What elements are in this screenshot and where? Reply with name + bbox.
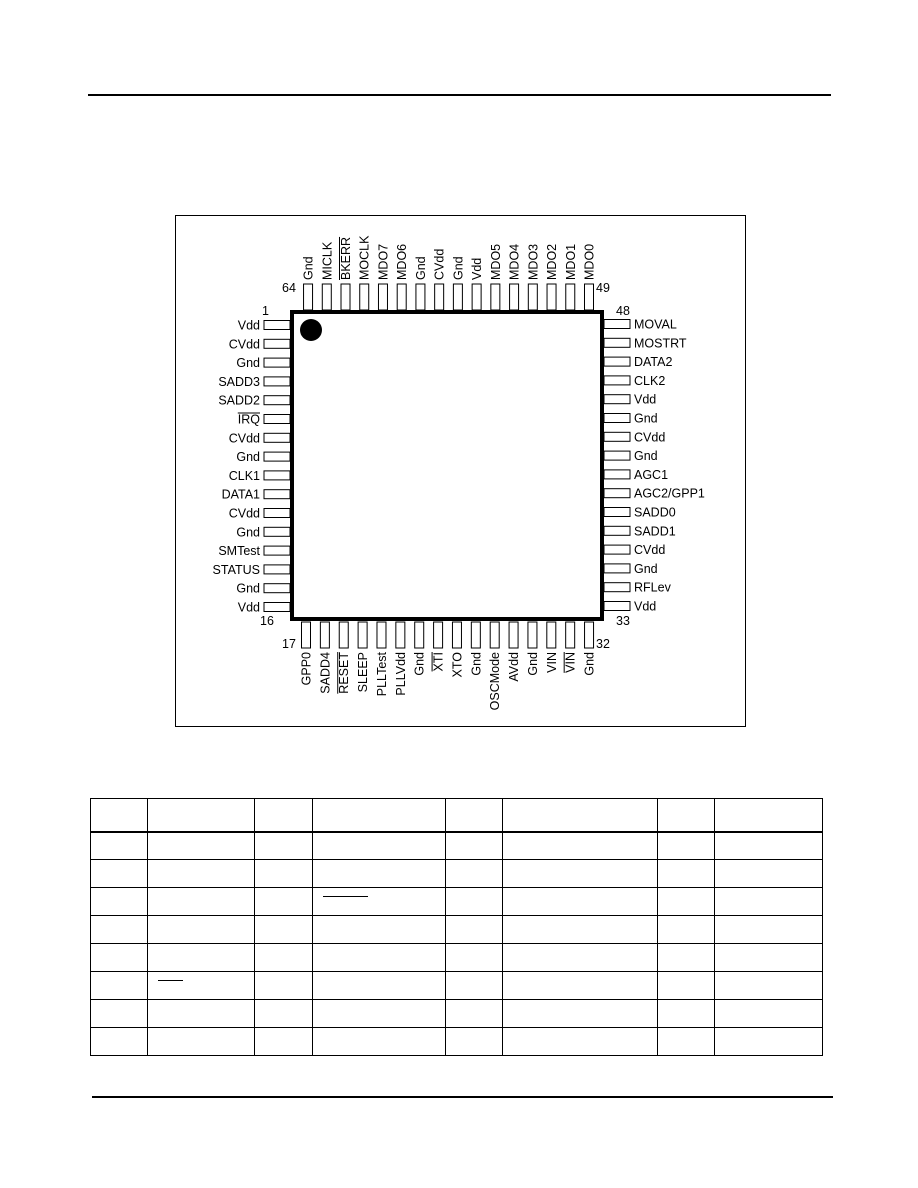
table-cell	[715, 1028, 823, 1056]
pin-26-lead	[471, 622, 480, 648]
pin-41-lead	[604, 451, 630, 460]
pin-61-lead	[360, 284, 369, 310]
pin-18-label: SADD4	[318, 652, 333, 694]
pin-29-label: Gnd	[525, 652, 540, 676]
table-row	[91, 860, 823, 888]
table-cell	[715, 888, 823, 916]
pin-40-lead	[604, 470, 630, 479]
table-cell	[658, 1000, 715, 1028]
pin-59-lead	[397, 284, 406, 310]
pin-number-33: 33	[616, 614, 630, 628]
pin-5-lead	[264, 396, 290, 405]
pin-29-lead	[528, 622, 537, 648]
pin1-marker-dot	[300, 319, 322, 341]
pin-4-label: SADD3	[218, 374, 260, 389]
pin-24-label: XTI	[431, 652, 446, 672]
table-cell	[715, 972, 823, 1000]
table-cell	[715, 860, 823, 888]
table-cell	[148, 972, 255, 1000]
pin-23-label: Gnd	[412, 652, 427, 676]
pin-44-lead	[604, 395, 630, 404]
table-cell	[446, 972, 503, 1000]
pin-53-label: MDO4	[507, 243, 522, 280]
pin-1-lead	[264, 321, 290, 330]
pin-55-label: Vdd	[470, 257, 485, 280]
table-cell	[503, 972, 658, 1000]
pin-20-lead	[358, 622, 367, 648]
pin-52-lead	[528, 284, 537, 310]
pin-62-label: BKERR	[339, 236, 354, 280]
pinout-diagram-frame	[175, 215, 746, 727]
pin-48-lead	[604, 320, 630, 329]
pin-44-label: Vdd	[634, 392, 657, 407]
pin-39-lead	[604, 489, 630, 498]
table-cell	[91, 860, 148, 888]
pin-19-lead	[339, 622, 348, 648]
pin-15-label: Gnd	[236, 581, 260, 596]
table-cell	[503, 1000, 658, 1028]
table-cell	[446, 944, 503, 972]
table-row	[91, 916, 823, 944]
pin-28-lead	[509, 622, 518, 648]
pin-62-lead	[341, 284, 350, 310]
pin-57-lead	[435, 284, 444, 310]
pin-2-label: CVdd	[228, 337, 260, 352]
table-cell	[503, 888, 658, 916]
pin-32-label: Gnd	[582, 652, 597, 676]
pin-number-1: 1	[262, 304, 269, 318]
table-cell	[446, 1028, 503, 1056]
table-cell	[313, 832, 446, 860]
table-cell	[255, 832, 313, 860]
table-cell	[313, 972, 446, 1000]
pin-25-label: XTO	[450, 652, 465, 678]
table-cell	[658, 972, 715, 1000]
pin-40-label: AGC1	[634, 467, 669, 482]
table-cell	[658, 860, 715, 888]
pin-36-label: CVdd	[634, 543, 666, 558]
table-cell	[148, 799, 255, 832]
pin-number-49: 49	[596, 281, 610, 295]
pin-51-lead	[547, 284, 556, 310]
chip-body	[292, 312, 602, 619]
pin-37-lead	[604, 526, 630, 535]
pin-17-label: GPP0	[299, 652, 314, 686]
pin-38-lead	[604, 508, 630, 517]
table-row	[91, 1000, 823, 1028]
pin-27-label: OSCMode	[488, 652, 503, 711]
pin-58-lead	[416, 284, 425, 310]
pin-6-label: IRQ	[237, 412, 260, 427]
table-cell	[148, 832, 255, 860]
pin-48-label: MOVAL	[634, 317, 677, 332]
table-cell	[148, 860, 255, 888]
pin-number-32: 32	[596, 637, 610, 651]
pin-6-lead	[264, 415, 290, 424]
table-cell	[446, 860, 503, 888]
pin-30-lead	[547, 622, 556, 648]
table-row	[91, 832, 823, 860]
pin-23-lead	[415, 622, 424, 648]
pin-number-64: 64	[282, 281, 296, 295]
table-cell	[91, 1000, 148, 1028]
pin-45-label: CLK2	[634, 373, 666, 388]
pin-42-lead	[604, 432, 630, 441]
pin-14-label: STATUS	[212, 562, 260, 577]
pin-19-label: RESET	[337, 652, 352, 694]
table-cell	[446, 916, 503, 944]
pin-16-lead	[264, 603, 290, 612]
pin-54-label: MDO5	[488, 243, 503, 280]
pin-33-label: Vdd	[634, 599, 657, 614]
pin-21-label: PLLTest	[374, 652, 389, 697]
table-cell	[255, 1000, 313, 1028]
pin-63-lead	[322, 284, 331, 310]
table-cell	[715, 916, 823, 944]
pin-7-label: CVdd	[228, 431, 260, 446]
pin-16-label: Vdd	[237, 600, 260, 615]
pin-12-label: Gnd	[236, 525, 260, 540]
table-cell	[91, 832, 148, 860]
pin-64-lead	[304, 284, 313, 310]
pin-5-label: SADD2	[218, 393, 260, 408]
pin-53-lead	[510, 284, 519, 310]
table-cell	[503, 832, 658, 860]
table-row	[91, 888, 823, 916]
pin-10-label: DATA1	[221, 487, 260, 502]
table-cell	[255, 799, 313, 832]
pin-number-48: 48	[616, 304, 630, 318]
pin-52-label: MDO3	[526, 243, 541, 280]
pin-35-label: Gnd	[634, 561, 658, 576]
pin-31-lead	[566, 622, 575, 648]
pin-42-label: CVdd	[634, 430, 666, 445]
table-cell	[148, 1000, 255, 1028]
pin-3-lead	[264, 358, 290, 367]
pin-36-lead	[604, 545, 630, 554]
table-cell	[503, 799, 658, 832]
table-cell	[255, 972, 313, 1000]
table-row	[91, 944, 823, 972]
top-rule	[88, 94, 831, 96]
pin-33-lead	[604, 602, 630, 611]
table-cell	[658, 944, 715, 972]
pin-43-lead	[604, 414, 630, 423]
table-cell	[503, 1028, 658, 1056]
pin-14-lead	[264, 565, 290, 574]
pin-1-label: Vdd	[237, 318, 260, 333]
table-cell	[715, 832, 823, 860]
table-cell	[148, 916, 255, 944]
table-cell	[313, 944, 446, 972]
table-cell	[91, 1028, 148, 1056]
pin-17-lead	[302, 622, 311, 648]
table-cell	[715, 799, 823, 832]
pin-21-lead	[377, 622, 386, 648]
pin-46-label: DATA2	[634, 355, 673, 370]
pin-22-label: PLLVdd	[393, 652, 408, 696]
table-cell	[91, 944, 148, 972]
pin-32-lead	[585, 622, 594, 648]
pin-49-lead	[585, 284, 594, 310]
pin-57-label: CVdd	[432, 248, 447, 280]
table-cell	[658, 888, 715, 916]
pin-8-label: Gnd	[236, 450, 260, 465]
pin-8-lead	[264, 452, 290, 461]
table-cell	[503, 944, 658, 972]
overline-mark	[323, 896, 368, 897]
pin-61-label: MOCLK	[357, 235, 372, 280]
table-cell	[255, 860, 313, 888]
pin-43-label: Gnd	[634, 411, 658, 426]
pin-51-label: MDO2	[545, 243, 560, 280]
table-cell	[446, 832, 503, 860]
table-cell	[658, 916, 715, 944]
table-cell	[658, 799, 715, 832]
pin-60-label: MDO7	[376, 243, 391, 280]
table-cell	[446, 799, 503, 832]
pin-26-label: Gnd	[469, 652, 484, 676]
pin-64-label: Gnd	[301, 256, 316, 280]
pin-60-lead	[378, 284, 387, 310]
table-cell	[313, 1000, 446, 1028]
table-cell	[313, 1028, 446, 1056]
table-cell	[715, 1000, 823, 1028]
pinout-diagram	[176, 216, 745, 726]
pin-22-lead	[396, 622, 405, 648]
table-header-row	[91, 799, 823, 832]
pin-50-label: MDO1	[563, 243, 578, 280]
pin-4-lead	[264, 377, 290, 386]
pin-41-label: Gnd	[634, 449, 658, 464]
pin-3-label: Gnd	[236, 356, 260, 371]
pin-46-lead	[604, 357, 630, 366]
table-cell	[255, 888, 313, 916]
pin-number-17: 17	[282, 637, 296, 651]
pin-10-lead	[264, 490, 290, 499]
table-cell	[446, 1000, 503, 1028]
pin-63-label: MICLK	[320, 241, 335, 280]
pin-11-lead	[264, 509, 290, 518]
table-cell	[313, 799, 446, 832]
overline-mark	[158, 980, 183, 981]
pin-59-label: MDO6	[395, 243, 410, 280]
table-cell	[255, 1028, 313, 1056]
bottom-rule	[92, 1096, 833, 1098]
pin-47-lead	[604, 338, 630, 347]
table-cell	[313, 860, 446, 888]
pin-7-lead	[264, 433, 290, 442]
pin-50-lead	[566, 284, 575, 310]
table-cell	[148, 944, 255, 972]
pin-31-label: VIN	[563, 652, 578, 673]
table-cell	[255, 916, 313, 944]
table-cell	[715, 944, 823, 972]
pin-54-lead	[491, 284, 500, 310]
pin-27-lead	[490, 622, 499, 648]
table-cell	[91, 972, 148, 1000]
pin-15-lead	[264, 584, 290, 593]
table-cell	[658, 1028, 715, 1056]
table-cell	[658, 832, 715, 860]
pin-38-label: SADD0	[634, 505, 676, 520]
table-row	[91, 972, 823, 1000]
pin-12-lead	[264, 527, 290, 536]
pin-25-lead	[452, 622, 461, 648]
pin-49-label: MDO0	[582, 243, 597, 280]
pin-20-label: SLEEP	[356, 652, 371, 693]
pin-34-label: RFLev	[634, 580, 671, 595]
table-cell	[446, 888, 503, 916]
pin-47-label: MOSTRT	[634, 336, 687, 351]
pin-56-lead	[453, 284, 462, 310]
pin-34-lead	[604, 583, 630, 592]
pin-56-label: Gnd	[451, 256, 466, 280]
pin-13-label: SMTest	[218, 544, 260, 559]
pin-2-lead	[264, 339, 290, 348]
pin-11-label: CVdd	[228, 506, 260, 521]
table-cell	[313, 916, 446, 944]
pin-55-lead	[472, 284, 481, 310]
pin-number-16: 16	[260, 614, 274, 628]
pin-39-label: AGC2/GPP1	[634, 486, 705, 501]
pin-45-lead	[604, 376, 630, 385]
pin-13-lead	[264, 546, 290, 555]
pin-37-label: SADD1	[634, 524, 676, 539]
table-cell	[91, 888, 148, 916]
pin-18-lead	[320, 622, 329, 648]
table-cell	[255, 944, 313, 972]
pin-9-lead	[264, 471, 290, 480]
pin-30-label: VIN	[544, 652, 559, 673]
table-cell	[91, 799, 148, 832]
pin-28-label: AVdd	[507, 652, 522, 682]
table-cell	[503, 916, 658, 944]
pin-35-lead	[604, 564, 630, 573]
pin-9-label: CLK1	[228, 468, 260, 483]
table-cell	[91, 916, 148, 944]
table-row	[91, 1028, 823, 1056]
pin-24-lead	[434, 622, 443, 648]
table-cell	[503, 860, 658, 888]
pin-58-label: Gnd	[413, 256, 428, 280]
table-cell	[148, 1028, 255, 1056]
pin-table	[90, 798, 823, 1056]
table-cell	[148, 888, 255, 916]
table-cell	[313, 888, 446, 916]
